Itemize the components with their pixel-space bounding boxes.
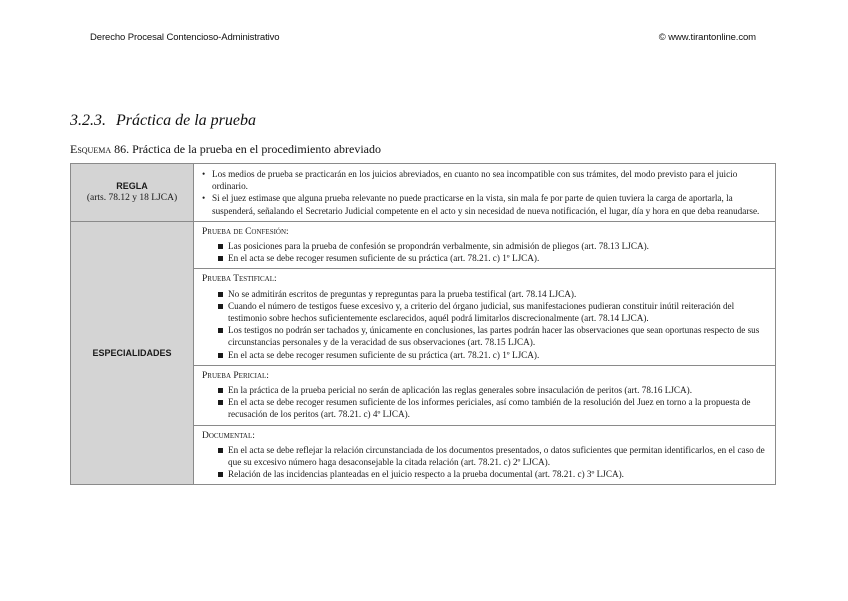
regla-row — [71, 164, 776, 222]
list-item: En el acta se debe recoger resumen suficiente de su práctica (art. 78.21. c) 1º LJCA). — [202, 349, 769, 361]
list-item: En el acta se debe reflejar la relación circunstanciada de los documentos presentados, o datos suficientes que permitan identificarlos, en el caso de que su excesivo número haga desaconsejable la citada relación (art. 78.21. c) 2º LJCA). — [202, 444, 769, 468]
list-item: • Los medios de prueba se practicarán en los juicios abreviados, en cuanto no sea incompatible con sus trámites, del modo previsto para el juicio ordinario. — [202, 168, 769, 192]
section-heading — [70, 112, 256, 130]
scheme-title: Práctica de la prueba en el procedimiento abreviado — [132, 142, 382, 156]
pericial-title: Prueba Pericial: — [202, 370, 269, 381]
list-item: En el acta se debe recoger resumen suficiente de los informes periciales, así como también de la resolución del Juez en torno a la propuesta de recusación de los peritos (art. 78.21. c) 4º LJCA). — [202, 396, 769, 420]
regla-list — [202, 168, 769, 217]
scheme-prefix: Esquema 86. — [70, 142, 130, 156]
list-item: • Si el juez estimase que alguna prueba relevante no puede practicarse en la vista, sin mala fe por parte de quien tuviera la carga de aportarla, la suspenderá, señalando el Secretario Judicial competente en el acto y sin necesidad de nueva notificación, el lugar, día y hora en que deba reanudarse. — [202, 192, 769, 216]
confesion-content — [194, 221, 776, 269]
scheme-table — [70, 163, 776, 485]
list-item: Cuando el número de testigos fuese excesivo y, a criterio del órgano judicial, sus manifestaciones pudieran constituir inútil reiteración del testimonio sobre hechos suficientemente esclarecidos, aquél podrá limitarlos discrecionalmente (art. 78.14 LJCA). — [202, 300, 769, 324]
pericial-content — [194, 365, 776, 425]
testifical-content — [194, 269, 776, 365]
list-item: Las posiciones para la prueba de confesión se propondrán verbalmente, sin admisión de pliegos (art. 78.13 LJCA). — [202, 240, 769, 252]
list-item: No se admitirán escritos de preguntas y repreguntas para la prueba testifical (art. 78.14 LJCA). — [202, 288, 769, 300]
especialidades-label: ESPECIALIDADES — [92, 348, 172, 359]
list-item: En la práctica de la prueba pericial no serán de aplicación las reglas generales sobre insaculación de peritos (art. 78.16 LJCA). — [202, 384, 769, 396]
list-item: En el acta se debe recoger resumen suficiente de su práctica (art. 78.21. c) 1º LJCA). — [202, 252, 769, 264]
confesion-row — [71, 221, 776, 269]
pericial-list — [202, 384, 769, 421]
documental-content — [194, 425, 776, 485]
documental-title: Documental: — [202, 430, 255, 441]
especialidades-label-cell — [71, 221, 194, 485]
list-item: Los testigos no podrán ser tachados y, únicamente en conclusiones, las partes podrán hacer las observaciones que sean oportunas respecto de sus circunstancias personales y de la veracidad de sus observaciones (art. 78.15 LJCA). — [202, 324, 769, 348]
documental-list — [202, 444, 769, 481]
regla-label-cell — [71, 164, 194, 222]
list-item: Relación de las incidencias planteadas en el juicio respecto a la prueba documental (art. 78.21. c) 3º LJCA). — [202, 468, 769, 480]
testifical-list — [202, 288, 769, 361]
regla-label: REGLA — [116, 181, 148, 192]
regla-content — [194, 164, 776, 222]
section-title: Práctica de la prueba — [116, 112, 256, 129]
section-number: 3.2.3. — [70, 112, 106, 129]
running-header-title: Derecho Procesal Contencioso-Administrativo — [90, 32, 280, 43]
running-header-copyright: © www.tirantonline.com — [658, 32, 756, 43]
scheme-caption — [70, 142, 381, 157]
confesion-title: Prueba de Confesión: — [202, 226, 289, 237]
confesion-list — [202, 240, 769, 264]
regla-ref: (arts. 78.12 y 18 LJCA) — [86, 193, 178, 204]
testifical-title: Prueba Testifical: — [202, 274, 277, 285]
